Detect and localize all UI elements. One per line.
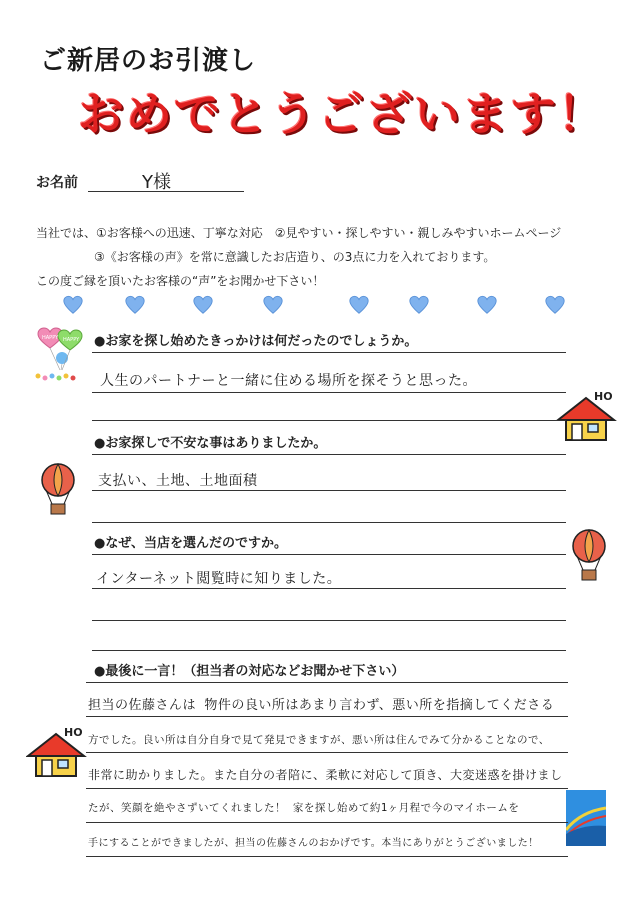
name-value: Y様 — [142, 172, 171, 193]
answer-2-line-1: 支払い、土地、土地面積 — [98, 473, 258, 489]
answer-rule — [86, 822, 568, 823]
balloon-label: HAPPY — [63, 337, 80, 343]
heart-icon — [408, 294, 430, 316]
heart-icon — [262, 294, 284, 316]
answer-rule — [86, 752, 568, 753]
answer-rule — [92, 620, 566, 621]
heart-icon — [348, 294, 370, 316]
heart-row — [56, 294, 576, 318]
intro-line-1: 当社では、①お客様への迅速、丁寧な対応 ②見やすい・探しやすい・親しみやすいホームページ — [36, 226, 562, 240]
answer-rule — [92, 352, 566, 353]
hot-air-balloon-icon — [36, 458, 80, 520]
answer-rule — [92, 522, 566, 523]
logo-wave-icon — [566, 790, 606, 846]
answer-4-line-4: たが、笑顔を絶やさずいてくれました！ 家を探し始めて約1ヶ月程で今のマイホームを — [88, 802, 520, 814]
hot-air-balloon-icon — [566, 524, 612, 586]
name-underline — [88, 191, 244, 192]
answer-rule — [92, 588, 566, 589]
answer-3-line-1: インターネット閲覧時に知りました。 — [96, 571, 342, 587]
answer-rule — [86, 682, 568, 683]
answer-rule — [92, 420, 566, 421]
intro-line-2: ③《お客様の声》を常に意識したお店造り、の3点に力を入れております。 — [94, 250, 496, 264]
answer-rule — [92, 554, 566, 555]
house-label: HO — [594, 390, 613, 403]
question-3: ●なぜ、当店を選んだのですか。 — [94, 536, 287, 551]
title-line-2: おめでとうございます！ — [78, 87, 606, 141]
answer-rule — [92, 490, 566, 491]
title-line-1: ご新居のお引渡し — [40, 46, 257, 76]
balloons-icon — [34, 326, 88, 384]
answer-rule — [92, 392, 566, 393]
answer-rule — [92, 454, 566, 455]
answer-rule — [86, 856, 568, 857]
heart-icon — [544, 294, 566, 316]
house-label: HO — [64, 726, 83, 739]
name-label: お名前 — [36, 175, 78, 191]
answer-4-line-1: 担当の佐藤さんは 物件の良い所はあまり言わず、悪い所を指摘してくださる — [88, 698, 555, 713]
question-4: ●最後に一言！（担当者の対応などお聞かせ下さい） — [94, 664, 405, 679]
heart-icon — [192, 294, 214, 316]
answer-4-line-2: 方でした。良い所は自分自身で見て発見できますが、悪い所は住んでみて分かることなので、 — [88, 734, 550, 746]
balloon-label: HAPPY — [42, 335, 59, 341]
answer-1-line-1: 人生のパートナーと一緒に住める場所を探そうと思った。 — [100, 373, 477, 389]
house-icon — [26, 722, 92, 782]
heart-icon — [62, 294, 84, 316]
answer-rule — [92, 650, 566, 651]
intro-line-3: この度ご縁を頂いたお客様の“声”をお聞かせ下さい！ — [36, 274, 325, 288]
house-icon — [556, 386, 622, 446]
answer-rule — [86, 716, 568, 717]
heart-icon — [476, 294, 498, 316]
question-2: ●お家探しで不安な事はありましたか。 — [94, 436, 327, 451]
answer-4-line-3: 非常に助かりました。また自分の者陪に、柔軟に対応して頂き、大変迷惑を掛けまし — [88, 768, 563, 782]
heart-icon — [124, 294, 146, 316]
answer-rule — [86, 788, 568, 789]
answer-4-line-5: 手にすることができましたが、担当の佐藤さんのおかげです。本当にありがとうございました！ — [88, 838, 539, 849]
question-1: ●お家を探し始めたきっかけは何だったのでしょうか。 — [94, 334, 418, 349]
